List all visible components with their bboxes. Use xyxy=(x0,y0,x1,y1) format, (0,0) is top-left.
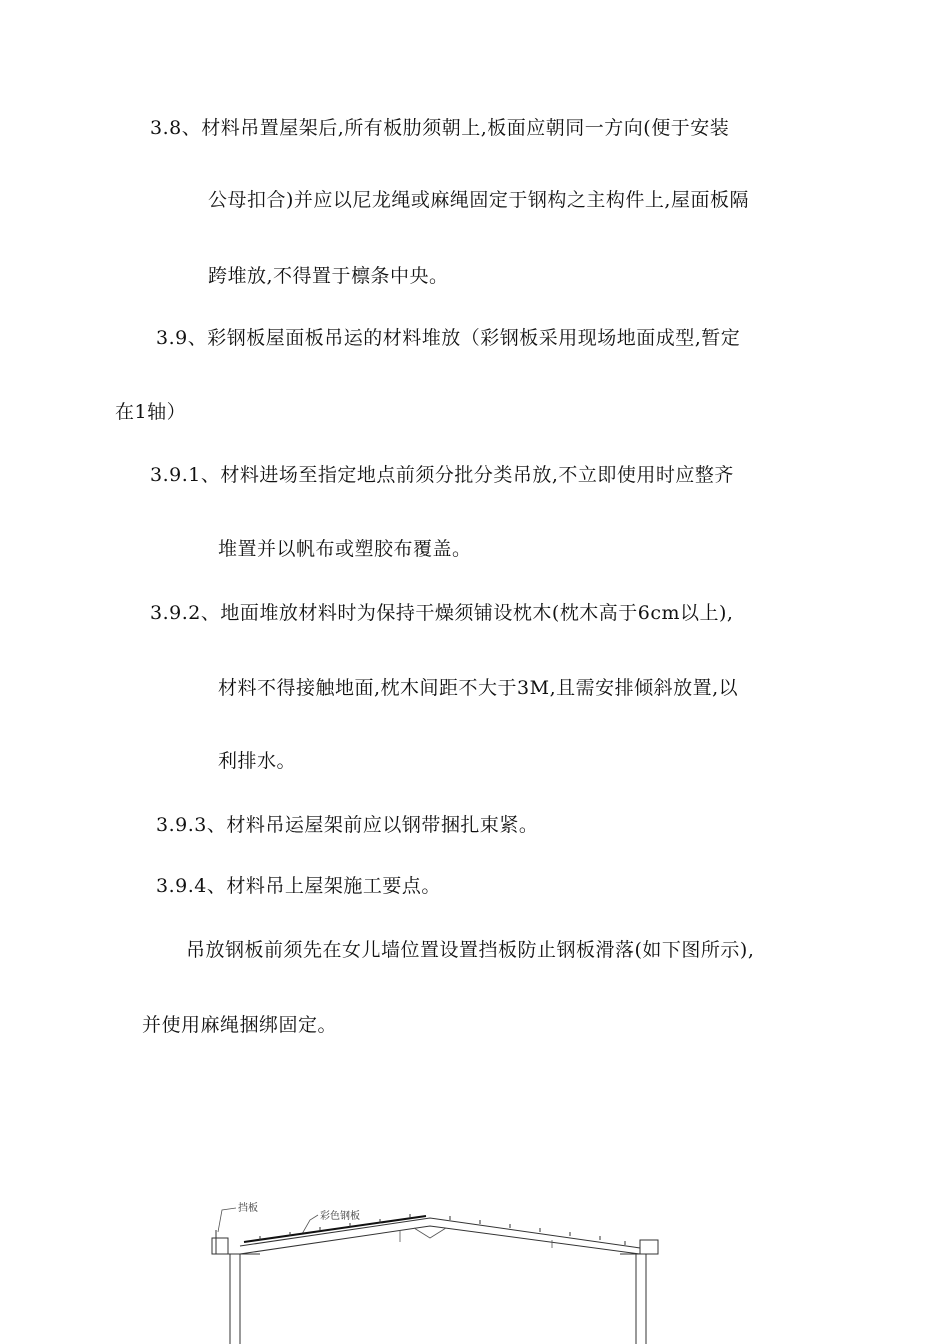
paragraph-3-9-1-line-1: 3.9.1、材料进场至指定地点前须分批分类吊放,不立即使用时应整齐 xyxy=(150,464,734,486)
label-steel-sheet: 彩色钢板 xyxy=(320,1211,360,1222)
paragraph-3-9-2-line-3: 利排水。 xyxy=(218,750,297,772)
roof-bottom-chord xyxy=(240,1226,640,1254)
paragraph-baffle-line-2: 并使用麻绳捆绑固定。 xyxy=(142,1014,338,1036)
paragraph-3-9-3: 3.9.3、材料吊运屋架前应以钢带捆扎束紧。 xyxy=(156,814,539,836)
paragraph-3-8-line-3: 跨堆放,不得置于檩条中央。 xyxy=(208,265,449,287)
purlins xyxy=(260,1214,625,1245)
paragraph-3-9-2-line-1: 3.9.2、地面堆放材料时为保持干燥须铺设枕木(枕木高于6cm以上), xyxy=(150,602,734,624)
paragraph-3-9-4: 3.9.4、材料吊上屋架施工要点。 xyxy=(156,875,441,897)
paragraph-3-9-line-2: 在1轴） xyxy=(115,401,187,423)
paragraph-3-9-1-line-2: 堆置并以帆布或塑胶布覆盖。 xyxy=(218,538,472,560)
label-baffle: 挡板 xyxy=(238,1203,258,1214)
leader-baffle xyxy=(218,1208,236,1232)
paragraph-3-8-line-2: 公母扣合)并应以尼龙绳或麻绳固定于钢构之主构件上,屋面板隔 xyxy=(208,189,749,211)
paragraph-3-9-2-line-2: 材料不得接触地面,枕木间距不大于3M,且需安排倾斜放置,以 xyxy=(218,677,739,699)
left-parapet xyxy=(212,1238,228,1254)
roof-section-diagram xyxy=(200,1190,700,1344)
paragraph-3-9-line-1: 3.9、彩钢板屋面板吊运的材料堆放（彩钢板采用现场地面成型,暂定 xyxy=(156,327,741,349)
paragraph-baffle-line-1: 吊放钢板前须先在女儿墙位置设置挡板防止钢板滑落(如下图所示), xyxy=(186,939,755,961)
right-parapet xyxy=(640,1240,658,1254)
roof-section-drawing xyxy=(200,1190,700,1344)
ridge-brace xyxy=(414,1228,446,1238)
paragraph-3-8-line-1: 3.8、材料吊置屋架后,所有板肋须朝上,板面应朝同一方向(便于安装 xyxy=(150,117,730,139)
